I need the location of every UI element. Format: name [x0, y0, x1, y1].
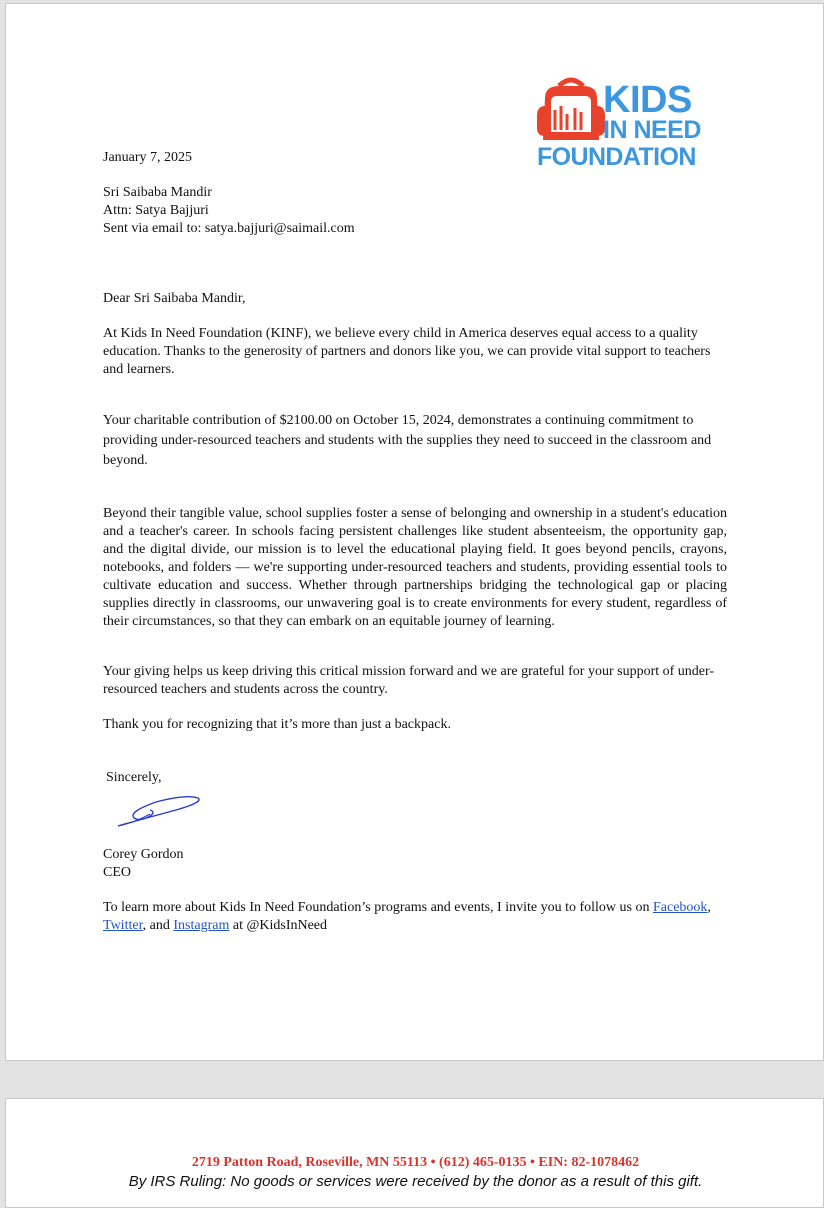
recipient-attn: Attn: Satya Bajjuri: [103, 203, 209, 218]
recipient-email: Sent via email to: satya.bajjuri@saimail.com: [103, 221, 355, 236]
kinf-logo: [533, 74, 713, 172]
paragraph-mission: Beyond their tangible value, school supplies foster a sense of belonging and ownership in a student's education and a teacher's career. In schools facing persistent challenges like student absenteeism, the opportunity gap, and the digital divide, our mission is to level the educational playing field. It goes beyond pencils, crayons, notebooks, and folders — we're supporting under-resourced teachers and students, providing essential tools to cultivate education and success. Whether through partnerships bridging the technological gap or placing supplies directly in classrooms, our unwavering goal is to create environments for every student, regardless of their circumstances, so that they can embark on an equitable journey of learning.: [103, 506, 727, 629]
footer-irs-note: By IRS Ruling: No goods or services were received by the donor as a result of this gift.: [128, 1173, 703, 1190]
backpack-icon: [537, 76, 605, 142]
closing: Sincerely,: [106, 770, 162, 785]
letter-date: January 7, 2025: [103, 150, 193, 165]
facebook-link[interactable]: Facebook: [652, 900, 708, 915]
signer-block: [103, 846, 184, 882]
signer-name: Corey Gordon: [103, 847, 184, 862]
logo-line-kids: KIDS: [603, 79, 692, 121]
paragraph-intro: At Kids In Need Foundation (KINF), we believe every child in America deserves equal access to a quality education. Thanks to the generosity of partners and donors like you, we can provide vital support to teachers and learners.: [103, 326, 711, 377]
follow-paragraph: [103, 899, 733, 935]
follow-sep-2: , and: [142, 918, 174, 933]
paragraph-gratitude: Your giving helps us keep driving this critical mission forward and we are grateful for your support of under-resourced teachers and students across the country.: [103, 664, 715, 697]
recipient-address: [103, 184, 355, 238]
follow-intro: To learn more about Kids In Need Foundation’s programs and events, I invite you to follow us on: [103, 900, 653, 915]
recipient-name: Sri Saibaba Mandir: [103, 185, 212, 200]
letter-page: [5, 3, 824, 1061]
follow-sep-1: ,: [707, 900, 711, 915]
signature-image: [116, 792, 211, 837]
logo-line-foundation: FOUNDATION: [537, 143, 696, 171]
follow-outro: at @KidsInNeed: [229, 918, 328, 933]
footer-address: 2719 Patton Road, Roseville, MN 55113 • (612) 465-0135 • EIN: 82-1078462: [191, 1155, 640, 1170]
logo-line-in-need: IN NEED: [603, 116, 701, 144]
salutation: Dear Sri Saibaba Mandir,: [103, 291, 246, 306]
instagram-link[interactable]: Instagram: [173, 918, 230, 933]
paragraph-thanks: Thank you for recognizing that it’s more than just a backpack.: [103, 717, 451, 732]
paragraph-contribution: Your charitable contribution of $2100.00 on October 15, 2024, demonstrates a continuing commitment to providing under-resourced teachers and students with the supplies they need to succeed in the classroom and beyond.: [103, 413, 712, 468]
signer-title: CEO: [103, 865, 131, 880]
second-page: [5, 1098, 824, 1208]
twitter-link[interactable]: Twitter: [103, 918, 143, 933]
